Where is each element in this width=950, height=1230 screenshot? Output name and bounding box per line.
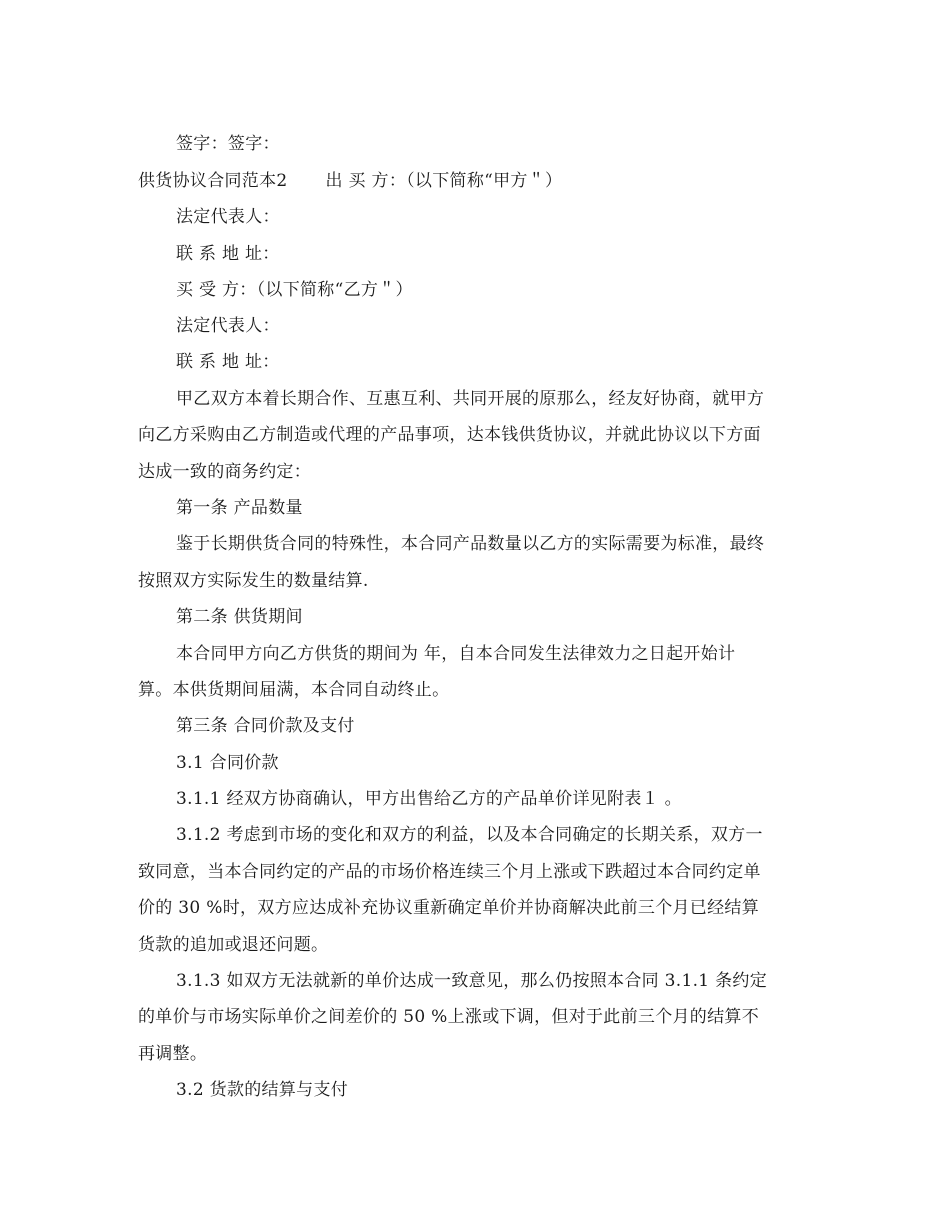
document-title: 供货协议合同范本2 <box>138 171 288 191</box>
article-2-text-line-2: 算。本供货期间届满，本合同自动终止。 <box>138 680 450 700</box>
buyer-party-label: 出 买 方：（以下简称“甲方＂） <box>325 171 563 191</box>
clause-3-1-3-line-1: 3.1.3 如双方无法就新的单价达成一致意见，那么仍按照本合同 3.1.1 条约定 <box>176 971 768 991</box>
article-2-text-line-1: 本合同甲方向乙方供货的期间为 年，自本合同发生法律效力之日起开始计 <box>176 644 736 664</box>
clause-3-1-3-line-2: 的单价与市场实际单价之间差价的 50 %上涨或下调，但对于此前三个月的结算不 <box>138 1007 759 1027</box>
article-2-heading: 第二条 供货期间 <box>176 607 303 627</box>
clause-3-1-2-line-4: 货款的追加或退还问题。 <box>138 935 329 955</box>
seller-party-label: 买 受 方：（以下简称“乙方＂） <box>176 280 413 300</box>
section-3-2-heading: 3.2 货款的结算与支付 <box>176 1080 349 1100</box>
article-3-heading: 第三条 合同价款及支付 <box>176 716 355 736</box>
clause-3-1-1: 3.1.1 经双方协商确认，甲方出售给乙方的产品单价详见附表１ 。 <box>176 789 682 809</box>
clause-3-1-2-line-2: 致同意，当本合同约定的产品的市场价格连续三个月上涨或下跌超过本合同约定单 <box>138 862 761 882</box>
article-1-text-line-1: 鉴于长期供货合同的特殊性，本合同产品数量以乙方的实际需要为标准，最终 <box>176 534 765 554</box>
section-3-1-heading: 3.1 合同价款 <box>176 753 279 773</box>
title-and-buyer-line <box>138 169 562 193</box>
article-1-text-line-2: 按照双方实际发生的数量结算. <box>138 571 369 591</box>
preamble-line-3: 达成一致的商务约定： <box>138 462 311 482</box>
seller-contact-address: 联 系 地 址： <box>176 352 280 372</box>
preamble-line-2: 向乙方采购由乙方制造或代理的产品事项，达本钱供货协议，并就此协议以下方面 <box>138 425 761 445</box>
buyer-contact-address: 联 系 地 址： <box>176 244 280 264</box>
signature-line: 签字：签字： <box>176 134 280 154</box>
article-1-heading: 第一条 产品数量 <box>176 498 303 518</box>
buyer-legal-representative: 法定代表人： <box>176 207 280 227</box>
clause-3-1-2-line-3: 价的 30 %时，双方应达成补充协议重新确定单价并协商解决此前三个月已经结算 <box>138 898 759 918</box>
clause-3-1-2-line-1: 3.1.2 考虑到市场的变化和双方的利益，以及本合同确定的长期关系，双方一 <box>176 825 763 845</box>
seller-legal-representative: 法定代表人： <box>176 316 280 336</box>
preamble-line-1: 甲乙双方本着长期合作、互惠互利、共同开展的原那么，经友好协商，就甲方 <box>176 389 765 409</box>
clause-3-1-3-line-3: 再调整。 <box>138 1044 208 1064</box>
